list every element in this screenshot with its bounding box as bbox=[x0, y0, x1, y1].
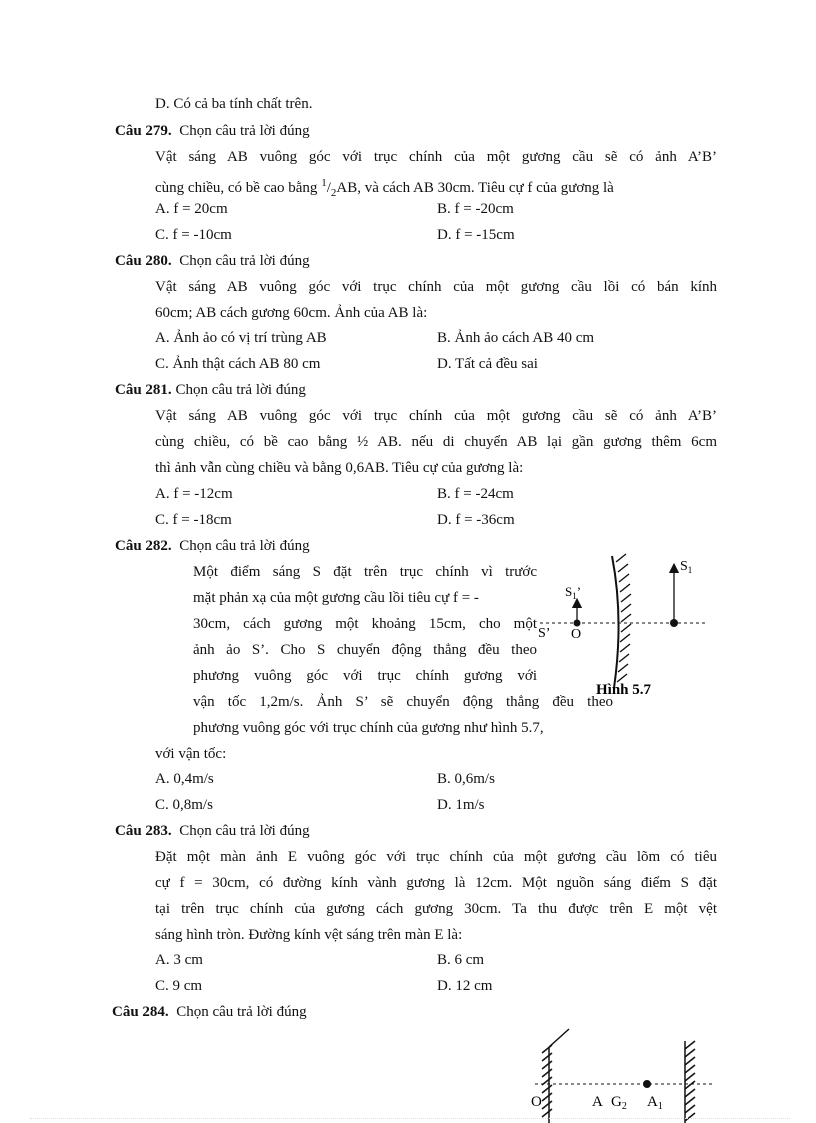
figure-question-284 bbox=[525, 1025, 720, 1123]
option-b: B. 0,6m/s bbox=[437, 771, 495, 787]
question-282-header bbox=[115, 537, 310, 555]
point-a1 bbox=[643, 1080, 651, 1088]
option-d: D. 12 cm bbox=[437, 978, 493, 994]
option-d: D. f = -15cm bbox=[437, 227, 515, 243]
option-c: C. f = -18cm bbox=[155, 512, 232, 528]
fraction-numerator: 1 bbox=[321, 177, 327, 189]
question-instruction: Chọn câu trả lời đúng bbox=[179, 538, 310, 554]
question-text-line: cự f = 30cm, có đường kính vành gương là 12cm. Một nguồn sáng điểm S đặt bbox=[155, 875, 717, 891]
figure-5-7 bbox=[530, 548, 720, 708]
convex-mirror bbox=[612, 556, 619, 688]
question-instruction: Chọn câu trả lời đúng bbox=[179, 123, 310, 139]
prev-option-d: D. Có cả ba tính chất trên. bbox=[155, 96, 313, 112]
option-a: A. f = 20cm bbox=[155, 201, 228, 217]
question-text-line: Vật sáng AB vuông góc với trục chính của một gương cầu sẽ có ảnh A’B’ bbox=[155, 408, 717, 424]
question-text-line: 30cm, cách gương một khoảng 15cm, cho một bbox=[193, 616, 537, 632]
option-b: B. 6 cm bbox=[437, 952, 485, 968]
question-text-line: phương vuông góc với trục chính của gương như hình 5.7, bbox=[193, 720, 544, 736]
option-a: A. f = -12cm bbox=[155, 486, 233, 502]
question-text-line: Vật sáng AB vuông góc với trục chính của một gương cầu sẽ có ảnh A’B’ bbox=[155, 149, 717, 165]
option-b: B. Ảnh ảo cách AB 40 cm bbox=[437, 330, 595, 346]
question-284-header bbox=[112, 1003, 307, 1021]
question-instruction: Chọn câu trả lời đúng bbox=[179, 823, 310, 839]
option-b: B. f = -20cm bbox=[437, 201, 514, 217]
option-d: D. Tất cả đều sai bbox=[437, 356, 538, 372]
question-279-header bbox=[115, 122, 310, 140]
label-s1: $S_1$ bbox=[680, 559, 693, 575]
question-text-line: Một điểm sáng S đặt trên trục chính vì trước bbox=[193, 564, 537, 580]
question-label: Câu 280. bbox=[115, 253, 172, 269]
question-label: Câu 281. bbox=[115, 382, 172, 398]
question-label: Câu 282. bbox=[115, 538, 172, 554]
question-label: Câu 284. bbox=[112, 1004, 169, 1020]
question-text-line: Đặt một màn ảnh E vuông góc với trục chính của một gương cầu lõm có tiêu bbox=[155, 849, 717, 865]
tilted-mirror-top bbox=[549, 1029, 569, 1047]
option-b: B. f = -24cm bbox=[437, 486, 514, 502]
question-label: Câu 283. bbox=[115, 823, 172, 839]
question-text-line: tại trên trục chính của gương cách gương 30cm. Ta thu được trên E một vệt bbox=[155, 901, 717, 917]
question-text-line: cùng chiều, có bề cao bằng ½ AB. nếu di chuyển AB lại gần gương thêm 6cm bbox=[155, 434, 717, 450]
option-c: C. 9 cm bbox=[155, 978, 203, 994]
question-text-line: ảnh ảo S’. Cho S chuyển động thẳng đều theo bbox=[193, 642, 537, 658]
question-281-header bbox=[115, 381, 306, 399]
label-o: O bbox=[571, 627, 582, 642]
question-text-part: cùng chiều, có bề cao bằng bbox=[155, 180, 318, 196]
question-text-line: sáng hình tròn. Đường kính vệt sáng trên màn E là: bbox=[155, 927, 463, 943]
label-s-prime: S’ bbox=[538, 626, 551, 641]
question-text-line: vận tốc 1,2m/s. Ảnh S’ sẽ chuyển động thẳng đều theo bbox=[193, 694, 613, 710]
page-bottom-divider bbox=[30, 1118, 790, 1119]
question-280-header bbox=[115, 252, 310, 270]
option-c: C. 0,8m/s bbox=[155, 797, 213, 813]
label-a1: $A_1$ bbox=[647, 1094, 663, 1112]
question-instruction: Chọn câu trả lời đúng bbox=[175, 382, 306, 398]
right-mirror-hatching bbox=[685, 1041, 695, 1121]
question-text-line: Vật sáng AB vuông góc với trục chính của một gương cầu lồi có bán kính bbox=[155, 279, 717, 295]
option-a: A. 3 cm bbox=[155, 952, 203, 968]
figure-caption: Hình 5.7 bbox=[596, 682, 652, 698]
option-d: D. f = -36cm bbox=[437, 512, 515, 528]
option-a: A. 0,4m/s bbox=[155, 771, 214, 787]
label-s1-prime: $S_1$’ bbox=[565, 584, 582, 601]
label-a: A bbox=[592, 1094, 603, 1110]
question-instruction: Chọn câu trả lời đúng bbox=[176, 1004, 307, 1020]
question-instruction: Chọn câu trả lời đúng bbox=[179, 253, 310, 269]
question-text-line: với vận tốc: bbox=[155, 746, 227, 762]
label-g2: $G_2$ bbox=[611, 1094, 627, 1112]
option-d: D. 1m/s bbox=[437, 797, 485, 813]
question-text-line: phương vuông góc với trục chính gương với bbox=[193, 668, 537, 684]
question-283-header bbox=[115, 822, 310, 840]
option-a: A. Ảnh ảo có vị trí trùng AB bbox=[155, 330, 327, 346]
question-text-line bbox=[155, 174, 614, 202]
option-c: C. f = -10cm bbox=[155, 227, 232, 243]
left-mirror-hatching bbox=[542, 1045, 552, 1117]
question-text-line: thì ảnh vẫn cùng chiều và bằng 0,6AB. Tiêu cự của gương là: bbox=[155, 460, 524, 476]
fraction-denominator: 2 bbox=[330, 187, 337, 199]
question-text-part: AB, và cách AB 30cm. Tiêu cự f của gương là bbox=[336, 180, 614, 196]
fraction: $^1/_2$ bbox=[321, 177, 337, 199]
question-label: Câu 279. bbox=[115, 123, 172, 139]
question-text-line: 60cm; AB cách gương 60cm. Ảnh của AB là: bbox=[155, 305, 428, 321]
option-c: C. Ảnh thật cách AB 80 cm bbox=[155, 356, 321, 372]
label-o: O bbox=[531, 1094, 542, 1110]
question-text-line: mặt phản xạ của một gương cầu lồi tiêu cự f = - bbox=[193, 590, 479, 606]
